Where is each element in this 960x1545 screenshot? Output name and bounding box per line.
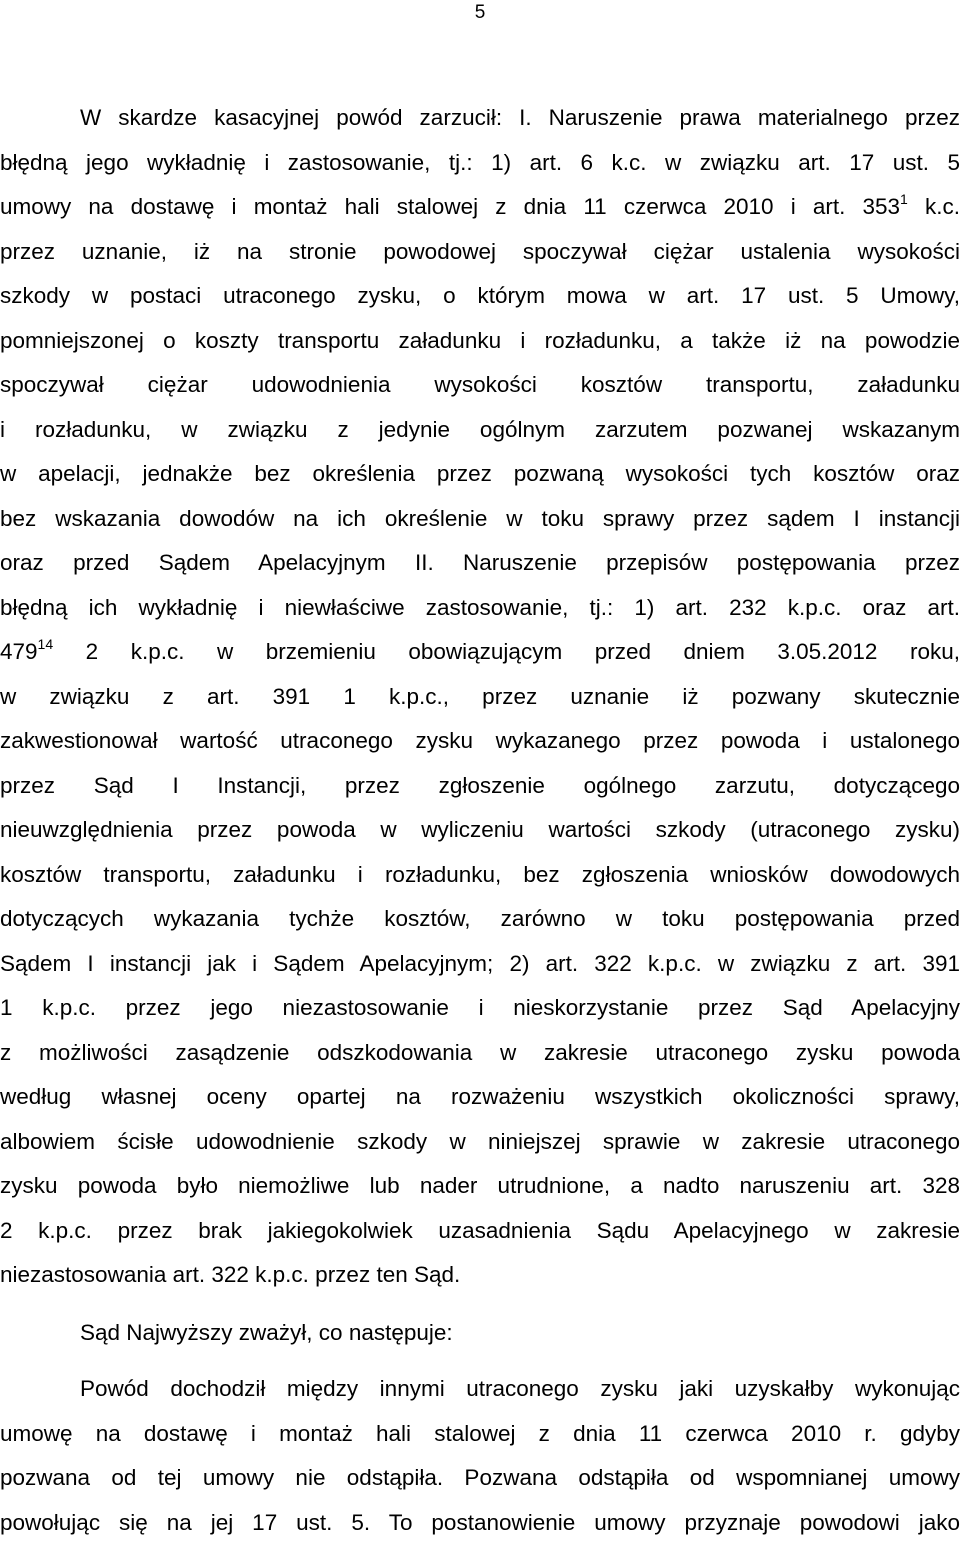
text-line: albowiem ścisłe udowodnienie szkody w niniejszej sprawie w zakresie utraconego: [0, 1120, 960, 1165]
text-line: błędną jego wykładnię i zastosowanie, tj.: 1) art. 6 k.c. w związku art. 17 ust. 5: [0, 141, 960, 186]
text-line: powołując się na jej 17 ust. 5. To postanowienie umowy przyznaje powodowi jako: [0, 1501, 960, 1545]
text-line: z możliwości zasądzenie odszkodowania w zakresie utraconego zysku powoda: [0, 1031, 960, 1076]
text-line: kosztów transportu, załadunku i rozładunku, bez zgłoszenia wniosków dowodowych: [0, 853, 960, 898]
superscript: 1: [900, 191, 908, 207]
text-line: niezastosowania art. 322 k.p.c. przez ten Sąd.: [0, 1253, 960, 1298]
text-span: 2 k.p.c. w brzemieniu obowiązującym przed dniem 3.05.2012 roku,: [53, 639, 960, 664]
text-line: bez wskazania dowodów na ich określenie w toku sprawy przez sądem I instancji: [0, 497, 960, 542]
text-line: umowę na dostawę i montaż hali stalowej z dnia 11 czerwca 2010 r. gdyby: [0, 1412, 960, 1457]
text-line: spoczywał ciężar udowodnienia wysokości kosztów transportu, załadunku: [0, 363, 960, 408]
text-line: zysku powoda było niemożliwe lub nader utrudnione, a nadto naruszeniu art. 328: [0, 1164, 960, 1209]
text-line: zakwestionował wartość utraconego zysku wykazanego przez powoda i ustalonego: [0, 719, 960, 764]
text-line: przez Sąd I Instancji, przez zgłoszenie ogólnego zarzutu, dotyczącego: [0, 764, 960, 809]
text-span: 479: [0, 639, 38, 664]
text-line: 2 k.p.c. przez brak jakiegokolwiek uzasadnienia Sądu Apelacyjnego w zakresie: [0, 1209, 960, 1254]
text-line: W skardze kasacyjnej powód zarzucił: I. Naruszenie prawa materialnego przez: [0, 96, 960, 141]
text-line: Sąd Najwyższy zważył, co następuje:: [0, 1311, 960, 1356]
text-span: k.c.: [908, 194, 960, 219]
text-line: Sądem I instancji jak i Sądem Apelacyjnym; 2) art. 322 k.p.c. w związku z art. 391: [0, 942, 960, 987]
text-line: Powód dochodził między innymi utraconego zysku jaki uzyskałby wykonując: [0, 1367, 960, 1412]
paragraph-court-considered: [0, 1311, 960, 1356]
text-line: w apelacji, jednakże bez określenia przez pozwaną wysokości tych kosztów oraz: [0, 452, 960, 497]
text-line: dotyczących wykazania tychże kosztów, zarówno w toku postępowania przed: [0, 897, 960, 942]
text-line: [0, 185, 960, 230]
text-line: nieuwzględnienia przez powoda w wyliczeniu wartości szkody (utraconego zysku): [0, 808, 960, 853]
text-line: w związku z art. 391 1 k.p.c., przez uznanie iż pozwany skutecznie: [0, 675, 960, 720]
text-line: pomniejszonej o koszty transportu załadunku i rozładunku, a także iż na powodzie: [0, 319, 960, 364]
text-line: według własnej oceny opartej na rozważeniu wszystkich okoliczności sprawy,: [0, 1075, 960, 1120]
superscript: 14: [38, 636, 54, 652]
text-line: przez uznanie, iż na stronie powodowej spoczywał ciężar ustalenia wysokości: [0, 230, 960, 275]
paragraph-claim: [0, 1367, 960, 1545]
text-line: 1 k.p.c. przez jego niezastosowanie i nieskorzystanie przez Sąd Apelacyjny: [0, 986, 960, 1031]
text-span: umowy na dostawę i montaż hali stalowej z dnia 11 czerwca 2010 i art. 353: [0, 194, 900, 219]
text-line: pozwana od tej umowy nie odstąpiła. Pozwana odstąpiła od wspomnianej umowy: [0, 1456, 960, 1501]
paragraph-cassation-complaint: [0, 96, 960, 1298]
text-line: błędną ich wykładnię i niewłaściwe zastosowanie, tj.: 1) art. 232 k.p.c. oraz art.: [0, 586, 960, 631]
text-line: szkody w postaci utraconego zysku, o którym mowa w art. 17 ust. 5 Umowy,: [0, 274, 960, 319]
text-line: i rozładunku, w związku z jedynie ogólnym zarzutem pozwanej wskazanym: [0, 408, 960, 453]
text-line: [0, 630, 960, 675]
page-number: 5: [0, 2, 960, 24]
text-line: oraz przed Sądem Apelacyjnym II. Naruszenie przepisów postępowania przez: [0, 541, 960, 586]
